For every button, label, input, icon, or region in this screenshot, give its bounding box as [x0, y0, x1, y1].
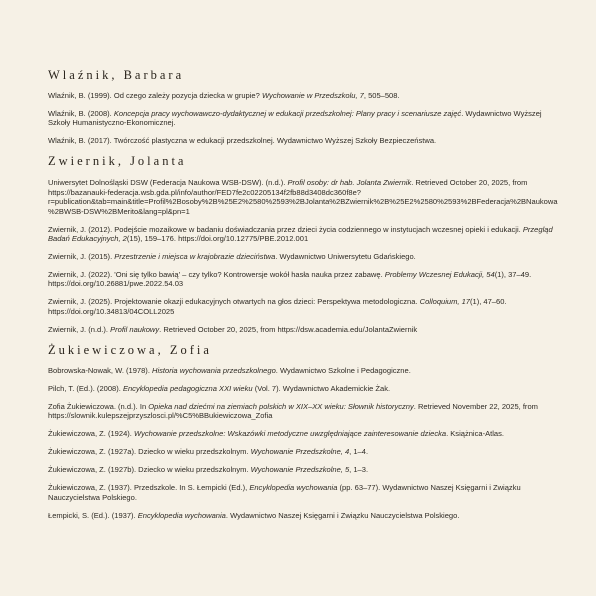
- entry-text: Zwiernik, J. (2022). 'Oni się tylko bawią' – czy tylko? Kontrowersje wokół hasła nauka przez zabawę.: [48, 270, 385, 280]
- entry-text: Żukiewiczowa, Z. (1927a). Dziecko w wieku przedszkolnym.: [48, 447, 251, 457]
- entry-text: Zwiernik, J. (2012). Podejście mozaikowe w badaniu doświadczania przez dzieci życia codziennego w instytucjach wczesnej opieki i edukacji.: [48, 224, 523, 234]
- entry-text: Wlaźnik, B. (1999). Od czego zależy pozycja dziecka w grupie?: [48, 91, 262, 100]
- entry-italic: Wychowanie Przedszkolne, 4: [250, 447, 350, 457]
- entry-text: Zwiernik, J. (2015).: [48, 252, 115, 262]
- bibliography-entry: [48, 325, 558, 334]
- bibliography-entry: [48, 297, 558, 316]
- entry-text: Bobrowska-Nowak, W. (1978).: [48, 365, 153, 375]
- bibliography-entry: [48, 91, 558, 100]
- section-wlaznik: [48, 68, 558, 146]
- entry-text: (pp. 63–77). Wydawnictwo Naszej Księgarni i Związku Nauczycielstwa Polskiego.: [48, 483, 521, 502]
- entry-text: , 1–3.: [349, 465, 369, 475]
- bibliography-entry: [48, 447, 558, 456]
- entry-italic: Wychowanie w Przedszkolu, 7: [261, 91, 364, 100]
- entry-italic: Wychowanie Przedszkolne, 5: [250, 465, 350, 475]
- entry-italic: Opieka nad dziećmi na ziemiach polskich w XIX–XX wieku: Słownik historyczny: [148, 401, 414, 411]
- bibliography-entry: [48, 429, 558, 438]
- entry-italic: Przestrzenie i miejsca w krajobrazie dzieciństwa: [114, 252, 276, 262]
- section-heading: Zwiernik, Jolanta: [48, 154, 187, 169]
- entry-text: . Książnica-Atlas.: [446, 429, 504, 439]
- entry-italic: Problemy Wczesnej Edukacji, 54: [384, 270, 495, 280]
- bibliography-entry: [48, 384, 558, 393]
- entry-text: Żukiewiczowa, Z. (1924).: [48, 429, 134, 439]
- entry-text: Pilch, T. (Ed.). (2008).: [48, 383, 123, 393]
- entry-text: . Retrieved October 20, 2025, from https://bazanauki-federacja.wsb.gda.pl/info/author/FED7fe2c02205134f2fb88d3408dc360f8e?r=publication&tab=main&title=Profil%2Bosoby%2B%25E2%2580%2593%2BJolanta%2BZwiernik%2B%25E2%2580%2593%2BFederacja%2BNaukowa%2BWSB-DSW%2BMerito&lang=pl&pn=1: [48, 178, 558, 216]
- entry-text: , 505–508.: [363, 91, 400, 100]
- bibliography-entry: [48, 136, 558, 145]
- bibliography-entry: [48, 465, 558, 474]
- bibliography-entry: [48, 270, 558, 289]
- entry-text: Wlaźnik, B. (2008).: [48, 109, 114, 118]
- section-heading: Żukiewiczowa, Zofia: [48, 342, 212, 357]
- entry-text: (Vol. 7). Wydawnictwo Akademickie Żak.: [252, 383, 391, 393]
- entry-text: . Wydawnictwo Szkolne i Pedagogiczne.: [275, 365, 411, 375]
- entry-italic: Colloquium, 17: [419, 297, 470, 307]
- entry-text: Uniwersytet Dolnośląski DSW (Federacja Naukowa WSB-DSW). (n.d.).: [48, 178, 288, 188]
- entry-text: . Retrieved October 20, 2025, from https://dsw.academia.edu/JolantaZwiernik: [159, 324, 418, 334]
- entry-italic: Encyklopedia wychowania: [137, 510, 226, 520]
- entry-text: Łempicki, S. (Ed.). (1937).: [48, 510, 138, 520]
- bibliography-page: [48, 68, 558, 529]
- entry-italic: Historia wychowania przedszkolnego: [152, 365, 276, 375]
- entry-text: . Retrieved November 22, 2025, from https://slownik.kulepszejprzyszlosci.pl/%C5%BBukiewiczowa_Zofia: [48, 401, 538, 421]
- entry-italic: Koncepcja pracy wychowawczo-dydaktycznej w edukacji przedszkolnej: Plany pracy i scenariusze zajęć: [113, 109, 462, 118]
- entry-text: Żukiewiczowa, Z. (1937). Przedszkole. In S. Łempicki (Ed.),: [48, 483, 250, 493]
- entry-text: Zwiernik, J. (n.d.).: [48, 324, 111, 334]
- bibliography-entry: [48, 178, 558, 216]
- entry-text: . Wydawnictwo Wyższej Szkoły Humanistyczno-Ekonomicznej.: [48, 109, 542, 128]
- entry-text: (1), 37–49. https://doi.org/10.26881/pwe.2022.54.03: [48, 270, 532, 289]
- section-zwiernik: [48, 154, 558, 334]
- entry-italic: Wychowanie przedszkolne: Wskazówki metodyczne uwzględniające zainteresowanie dziecka: [133, 429, 447, 439]
- entry-text: Żukiewiczowa, Z. (1927b). Dziecko w wieku przedszkolnym.: [48, 465, 251, 475]
- entry-italic: Profil osoby: dr hab. Jolanta Zwiernik: [287, 178, 412, 188]
- entry-italic: Encyklopedia wychowania: [249, 483, 338, 493]
- bibliography-entry: [48, 402, 558, 421]
- bibliography-entry: [48, 366, 558, 375]
- section-heading: Wlaźnik, Barbara: [48, 68, 185, 82]
- entry-italic: Przegląd Badań Edukacyjnych, 2: [48, 224, 553, 244]
- entry-text: . Wydawnictwo Uniwersytetu Gdańskiego.: [275, 252, 416, 262]
- entry-text: . Wydawnictwo Naszej Księgarni i Związku Nauczycielstwa Polskiego.: [225, 510, 460, 520]
- entry-italic: Profil naukowy: [110, 324, 160, 334]
- bibliography-entry: [48, 483, 558, 502]
- bibliography-entry: [48, 225, 558, 244]
- entry-text: Zwiernik, J. (2025). Projektowanie okazji edukacyjnych otwartych na głos dzieci: Perspektywa metodologiczna.: [48, 297, 420, 307]
- entry-text: Wlaźnik, B. (2017). Twórczość plastyczna w edukacji przedszkolnej. Wydawnictwo Wyższej Szkoły Bezpieczeństwa.: [48, 136, 437, 146]
- entry-text: (15), 159–176. https://doi.org/10.12775/PBE.2012.001: [126, 234, 309, 244]
- bibliography-entry: [48, 511, 558, 520]
- entry-text: Zofia Żukiewiczowa. (n.d.). In: [48, 401, 149, 411]
- entry-text: (1), 47–60. https://doi.org/10.34813/04COLL2025: [48, 297, 507, 316]
- entry-italic: Encyklopedia pedagogiczna XXI wieku: [122, 383, 253, 393]
- bibliography-entry: [48, 109, 558, 128]
- section-zukiewiczowa: [48, 343, 558, 520]
- entry-text: , 1–4.: [349, 447, 369, 457]
- bibliography-entry: [48, 252, 558, 261]
